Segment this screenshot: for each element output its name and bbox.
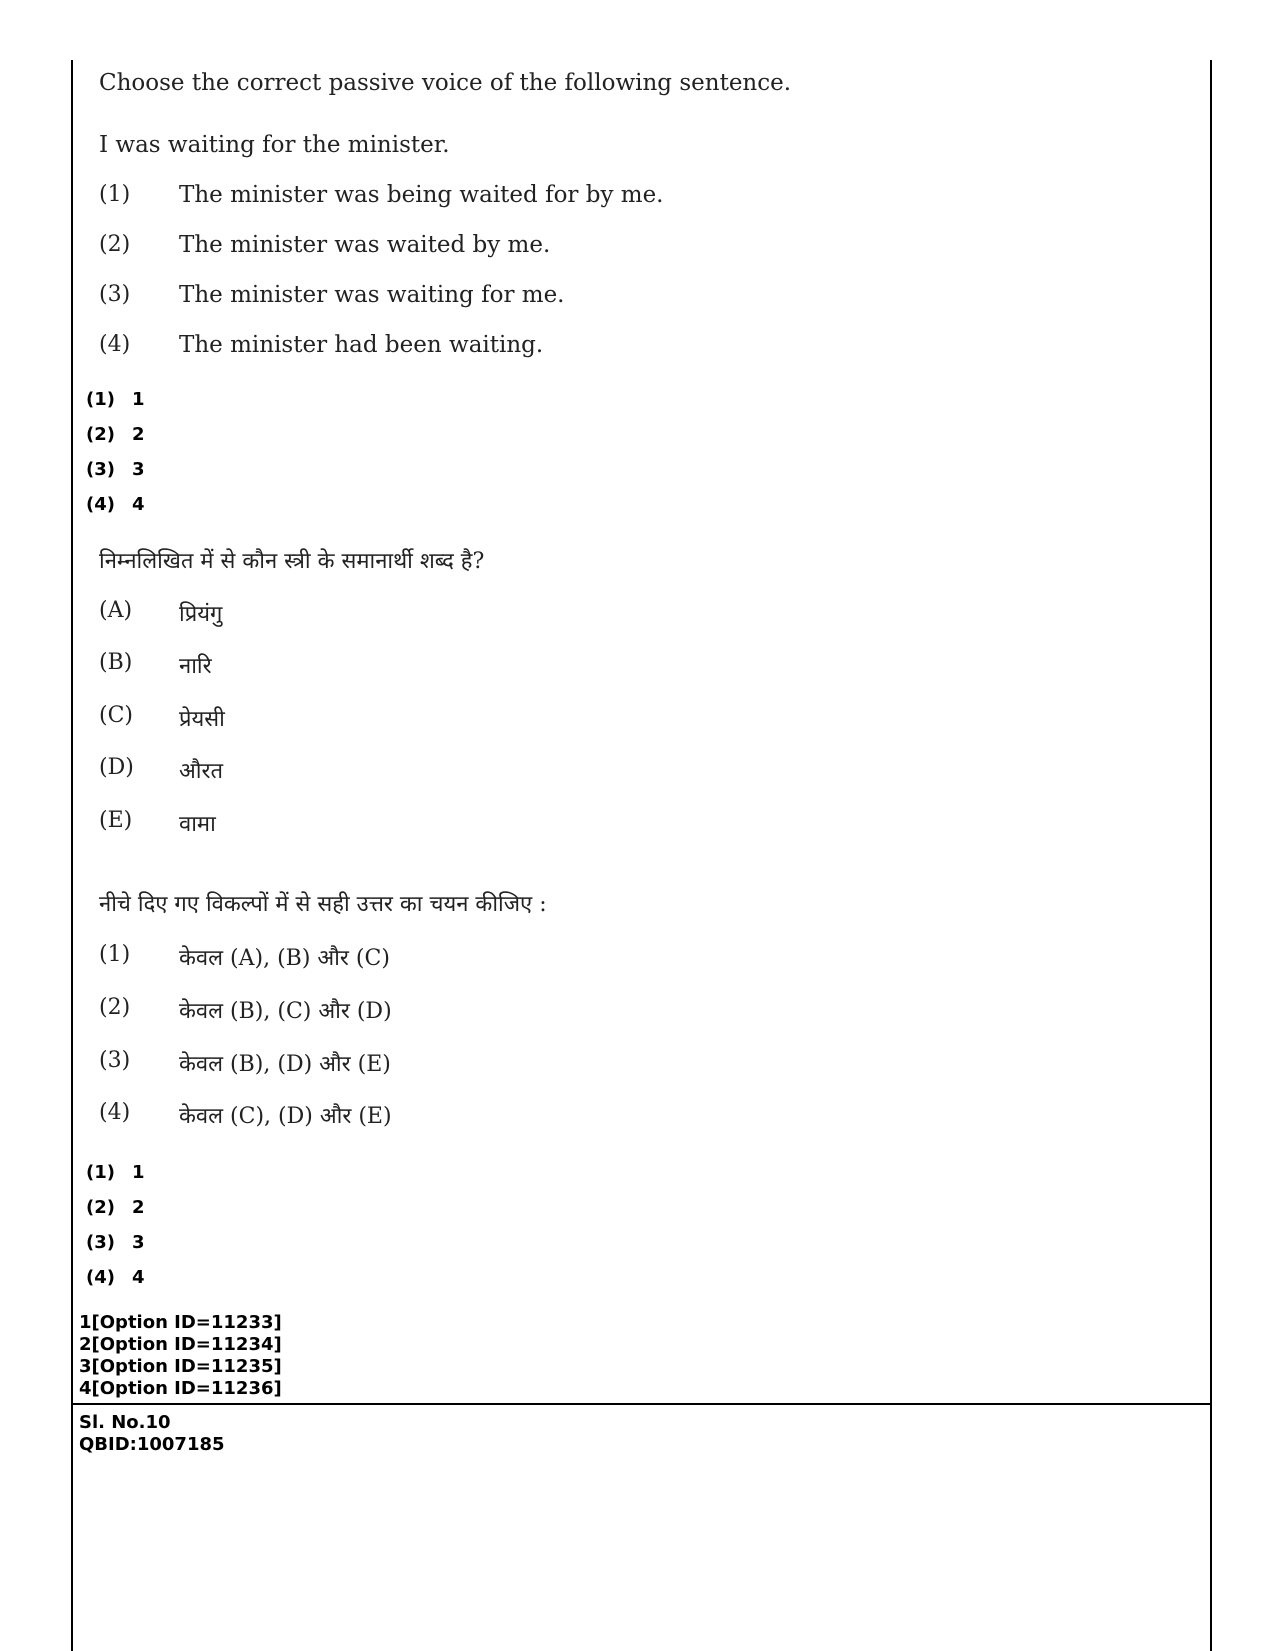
item-letter: (E) xyxy=(99,808,133,833)
answer-number: (2) xyxy=(86,424,115,445)
question-bank-id: QBID:1007185 xyxy=(79,1434,225,1455)
answer-choice-3 xyxy=(86,1232,145,1253)
question-sentence: I was waiting for the minister. xyxy=(99,132,450,158)
answer-number: (1) xyxy=(86,389,115,410)
item-text: प्रियंगु xyxy=(179,602,223,627)
answer-value: 3 xyxy=(132,459,145,480)
option-id: 2[Option ID=11234] xyxy=(79,1334,282,1355)
answer-value: 4 xyxy=(132,1267,145,1288)
answer-value: 2 xyxy=(132,424,145,445)
next-question-header xyxy=(79,1412,225,1456)
item-text: वामा xyxy=(179,812,216,837)
answer-value: 4 xyxy=(132,494,145,515)
option-text: केवल (B), (D) और (E) xyxy=(179,1052,391,1077)
option-number: (1) xyxy=(99,182,131,207)
option-text: केवल (B), (C) और (D) xyxy=(179,999,392,1024)
answer-value: 1 xyxy=(132,389,145,410)
option-number: (2) xyxy=(99,232,131,257)
option-number: (2) xyxy=(99,995,131,1020)
answer-value: 1 xyxy=(132,1162,145,1183)
option-number: (4) xyxy=(99,332,131,357)
option-id: 1[Option ID=11233] xyxy=(79,1312,282,1333)
answer-choice-1 xyxy=(86,1162,145,1183)
option-number: (1) xyxy=(99,942,131,967)
option-text: The minister was waited by me. xyxy=(179,232,551,258)
question-prompt: Choose the correct passive voice of the following sentence. xyxy=(99,70,792,96)
answer-number: (4) xyxy=(86,1267,115,1288)
option-id-list xyxy=(79,1312,282,1400)
option-text: केवल (C), (D) और (E) xyxy=(179,1104,392,1129)
answer-value: 2 xyxy=(132,1197,145,1218)
option-text: The minister was being waited for by me. xyxy=(179,182,664,208)
item-text: नारि xyxy=(179,654,212,679)
option-id: 4[Option ID=11236] xyxy=(79,1378,282,1399)
answer-number: (3) xyxy=(86,1232,115,1253)
item-text: औरत xyxy=(179,759,224,784)
item-letter: (C) xyxy=(99,703,133,728)
answer-choice-1 xyxy=(86,389,145,410)
answer-choice-2 xyxy=(86,1197,145,1218)
answer-value: 3 xyxy=(132,1232,145,1253)
item-text: प्रेयसी xyxy=(179,707,225,732)
answer-number: (1) xyxy=(86,1162,115,1183)
item-letter: (D) xyxy=(99,755,134,780)
answer-choice-4 xyxy=(86,494,145,515)
option-number: (3) xyxy=(99,282,131,307)
right-border xyxy=(1210,60,1212,1651)
answer-choice-2 xyxy=(86,424,145,445)
option-number: (4) xyxy=(99,1100,131,1125)
answer-choice-4 xyxy=(86,1267,145,1288)
option-text: The minister had been waiting. xyxy=(179,332,544,358)
item-letter: (B) xyxy=(99,650,133,675)
answer-number: (4) xyxy=(86,494,115,515)
serial-number: Sl. No.10 xyxy=(79,1412,171,1433)
item-letter: (A) xyxy=(99,598,133,623)
section-divider xyxy=(72,1403,1212,1405)
answer-number: (2) xyxy=(86,1197,115,1218)
option-text: The minister was waiting for me. xyxy=(179,282,565,308)
answer-choice-3 xyxy=(86,459,145,480)
option-text: केवल (A), (B) और (C) xyxy=(179,946,390,971)
left-border xyxy=(71,60,73,1651)
instruction-hindi: नीचे दिए गए विकल्पों में से सही उत्तर का चयन कीजिए : xyxy=(99,892,547,917)
option-id: 3[Option ID=11235] xyxy=(79,1356,282,1377)
question-prompt-hindi: निम्नलिखित में से कौन स्त्री के समानार्थी शब्द है? xyxy=(99,549,485,574)
option-number: (3) xyxy=(99,1048,131,1073)
answer-number: (3) xyxy=(86,459,115,480)
